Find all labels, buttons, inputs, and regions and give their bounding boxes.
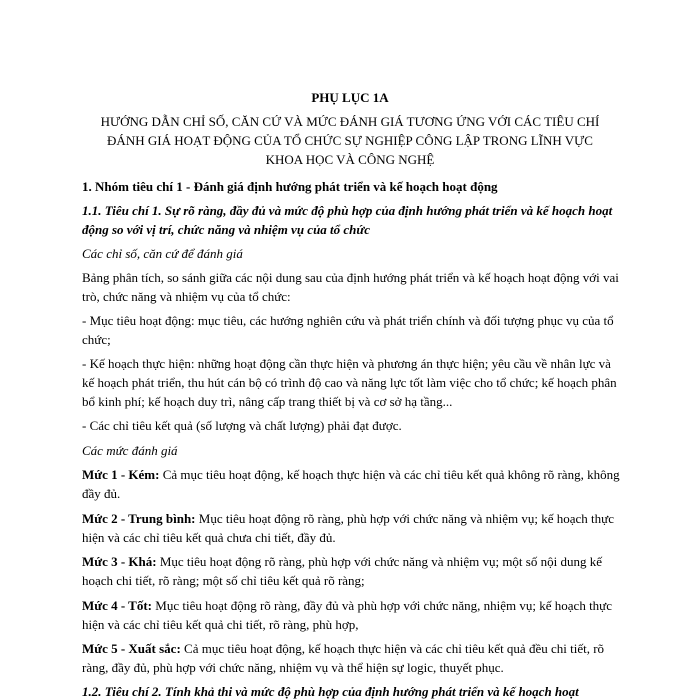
level-3 <box>82 552 622 590</box>
level-1-label: Mức 1 - Kém: <box>82 467 160 482</box>
indicators-label: Các chỉ số, căn cứ để đánh giá <box>82 246 243 261</box>
bullet-objectives: - Mục tiêu hoạt động: mục tiêu, các hướng nghiên cứu và phát triển chính và đối tượng phục vụ của tổ chức; <box>82 313 614 347</box>
level-4-text: Mục tiêu hoạt động rõ ràng, đầy đủ và phù hợp với chức năng, nhiệm vụ; kế hoạch thực hiện và các chỉ tiêu kết quả chi tiết, rõ ràng, phù hợp, <box>82 598 612 632</box>
levels-label: Các mức đánh giá <box>82 443 178 458</box>
level-2 <box>82 509 622 547</box>
level-2-text: Mục tiêu hoạt động rõ ràng, phù hợp với chức năng và nhiệm vụ; kế hoạch thực hiện và các chỉ tiêu kết quả chưa chi tiết, đầy đủ. <box>82 511 614 545</box>
level-4 <box>82 596 622 634</box>
bullet-plan: - Kế hoạch thực hiện: những hoạt động cần thực hiện và phương án thực hiện; yêu cầu về nhân lực và kế hoạch phát triển, thu hút cán bộ có trình độ cao và năng lực tốt làm việc cho tổ chức; kế hoạch phân bổ kinh phí; kế hoạch duy trì, nâng cấp trang thiết bị và cơ sở hạ tầng... <box>82 356 617 409</box>
level-3-label: Mức 3 - Khá: <box>82 554 157 569</box>
level-4-label: Mức 4 - Tốt: <box>82 598 153 613</box>
intro-paragraph: Bảng phân tích, so sánh giữa các nội dung sau của định hướng phát triển và kế hoạch hoạt động với vai trò, chức năng và nhiệm vụ của tổ chức: <box>82 270 619 304</box>
subsection-1-1-title: 1.1. Tiêu chí 1. Sự rõ ràng, đầy đủ và mức độ phù hợp của định hướng phát triển và kế hoạch hoạt động so với vị trí, chức năng và nhiệm vụ của tổ chức <box>82 203 613 237</box>
main-heading: HƯỚNG DẪN CHỈ SỐ, CĂN CỨ VÀ MỨC ĐÁNH GIÁ TƯƠNG ỨNG VỚI CÁC TIÊU CHÍ ĐÁNH GIÁ HOẠT ĐỘNG CỦA TỔ CHỨC SỰ NGHIỆP CÔNG LẬP TRONG LĨNH VỰC KHOA HỌC VÀ CÔNG NGHỆ <box>100 114 600 167</box>
appendix-title: PHỤ LỤC 1A <box>311 90 389 105</box>
level-3-text: Mục tiêu hoạt động rõ ràng, phù hợp với chức năng và nhiệm vụ; một số nội dung kế hoạch chi tiết, rõ ràng; một số chỉ tiêu kết quả rõ ràng; <box>82 554 602 588</box>
section-1-title: 1. Nhóm tiêu chí 1 - Đánh giá định hướng phát triển và kế hoạch hoạt động <box>82 179 498 194</box>
level-2-label: Mức 2 - Trung bình: <box>82 511 196 526</box>
level-5-label: Mức 5 - Xuất sắc: <box>82 641 181 656</box>
level-5 <box>82 639 622 677</box>
subsection-1-2-title: 1.2. Tiêu chí 2. Tính khả thi và mức độ phù hợp của định hướng phát triển và kế hoạch hoạt <box>82 684 579 699</box>
level-5-text: Cả mục tiêu hoạt động, kế hoạch thực hiện và các chỉ tiêu kết quả đều chi tiết, rõ ràng, đầy đủ, phù hợp với chức năng, nhiệm vụ và thể hiện sự logic, thuyết phục. <box>82 641 605 675</box>
level-1 <box>82 465 622 503</box>
level-1-text: Cả mục tiêu hoạt động, kế hoạch thực hiện và các chỉ tiêu kết quả không rõ ràng, không đầy đủ. <box>82 467 620 501</box>
bullet-targets: - Các chỉ tiêu kết quả (số lượng và chất lượng) phải đạt được. <box>82 418 402 433</box>
